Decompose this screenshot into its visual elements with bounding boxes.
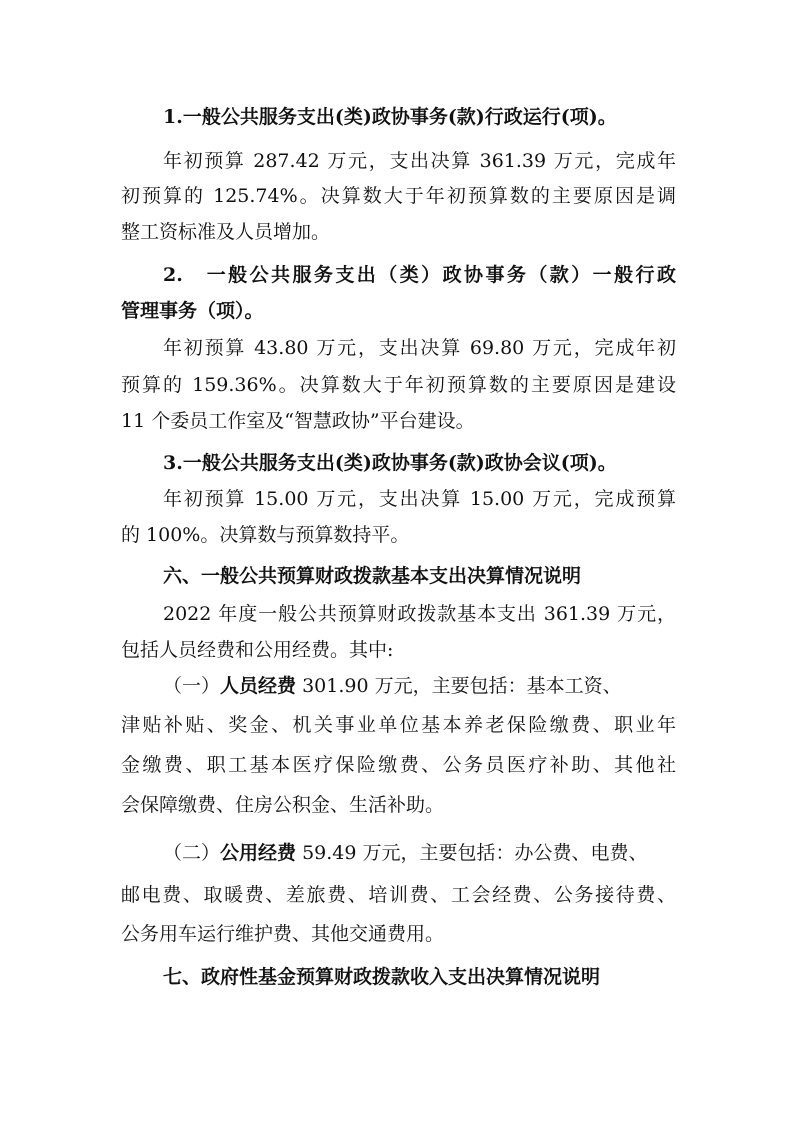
public-prefix: （二） [163, 842, 221, 864]
personnel-line-4: 会保障缴费、住房公积金、生活补助。 [121, 794, 445, 816]
item-2-line-2: 预算的 159.36%。决算数大于年初预算数的主要原因是建设 [121, 374, 676, 396]
personnel-prefix: （一） [163, 675, 221, 697]
item-3-heading: 3.一般公共服务支出(类)政协事务(款)政协会议(项)。 [163, 452, 617, 474]
public-line-3: 公务用车运行维护费、其他交通费用。 [121, 923, 445, 945]
item-1-line-1: 年初预算 287.42 万元，支出决算 361.39 万元，完成年 [163, 150, 676, 172]
personnel-line-1 [163, 666, 676, 706]
item-2-line-1: 年初预算 43.80 万元，支出决算 69.80 万元，完成年初 [163, 337, 676, 359]
public-label: 公用经费 [220, 842, 297, 864]
section-7-title: 七、政府性基金预算财政拨款收入支出决算情况说明 [163, 966, 601, 988]
personnel-label: 人员经费 [220, 675, 297, 697]
item-3-line-1: 年初预算 15.00 万元，支出决算 15.00 万元，完成预算 [163, 488, 676, 510]
public-line-2: 邮电费、取暖费、差旅费、培训费、工会经费、公务接待费、 [121, 884, 676, 906]
item-1-line-2: 初预算的 125.74%。决算数大于年初预算数的主要原因是调 [121, 185, 676, 207]
section-6-intro-line-2: 包括人员经费和公用经费。其中: [121, 639, 394, 661]
item-1-line-3: 整工资标准及人员增加。 [121, 221, 331, 243]
personnel-line-1-rest: 301.90 万元，主要包括：基本工资、 [296, 675, 622, 697]
personnel-line-2: 津贴补贴、奖金、机关事业单位基本养老保险缴费、职业年 [121, 714, 676, 736]
item-2-heading-line-1: 2. 一般公共服务支出（类）政协事务（款）一般行政 [163, 264, 676, 286]
section-6-intro-line-1: 2022 年度一般公共预算财政拨款基本支出 361.39 万元， [163, 603, 676, 625]
section-6-title: 六、一般公共预算财政拨款基本支出决算情况说明 [163, 565, 582, 587]
public-line-1 [163, 833, 676, 873]
item-2-heading-line-2: 管理事务（项）。 [121, 300, 264, 322]
item-1-heading: 1.一般公共服务支出(类)政协事务(款)行政运行(项)。 [163, 106, 617, 128]
personnel-line-3: 金缴费、职工基本医疗保险缴费、公务员医疗补助、其他社 [121, 754, 676, 776]
item-3-line-2: 的 100%。决算数与预算数持平。 [121, 524, 410, 546]
item-2-line-3: 11 个委员工作室及“智慧政协”平台建设。 [121, 410, 475, 432]
public-line-1-rest: 59.49 万元，主要包括：办公费、电费、 [296, 842, 648, 864]
